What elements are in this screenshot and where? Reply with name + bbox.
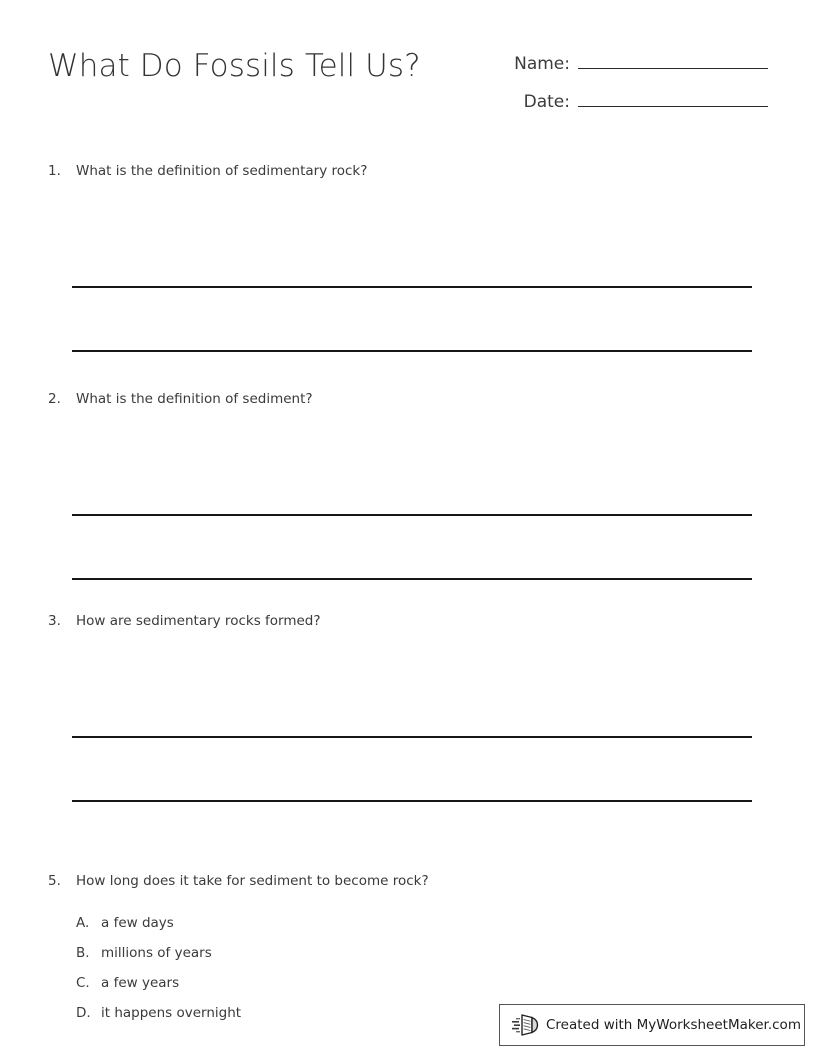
choice-text: millions of years <box>101 945 212 961</box>
choice-text: a few years <box>101 975 180 991</box>
name-input-rule[interactable] <box>578 48 768 69</box>
flying-page-icon <box>512 1013 542 1037</box>
section-gap <box>48 352 768 388</box>
date-field-label: Date: <box>523 92 570 112</box>
question-text: How long does it take for sediment to become rock? <box>76 873 429 889</box>
choice-item-a[interactable] <box>76 912 768 942</box>
choice-item-b[interactable] <box>76 942 768 972</box>
choice-text: a few days <box>101 915 174 931</box>
date-input-rule[interactable] <box>578 86 768 107</box>
answer-line[interactable] <box>72 288 752 352</box>
question-heading <box>48 870 768 892</box>
question-number: 1. <box>48 163 61 179</box>
question-number: 5. <box>48 873 61 889</box>
question-number: 3. <box>48 613 61 629</box>
question-text: How are sedimentary rocks formed? <box>76 613 321 629</box>
name-field-row <box>496 48 768 86</box>
section-gap <box>48 802 768 870</box>
question-item <box>48 610 768 802</box>
choice-text: it happens overnight <box>101 1005 242 1021</box>
choice-letter: D. <box>76 1005 91 1021</box>
question-heading <box>48 610 768 632</box>
questions-list <box>48 160 768 1032</box>
question-text: What is the definition of sediment? <box>76 391 313 407</box>
choice-item-c[interactable] <box>76 972 768 1002</box>
name-field-label: Name: <box>514 54 570 74</box>
badge-label: Created with MyWorksheetMaker.com <box>546 1017 801 1033</box>
question-heading <box>48 160 768 182</box>
question-heading <box>48 388 768 410</box>
date-field-row <box>496 86 768 124</box>
answer-line[interactable] <box>72 516 752 580</box>
question-item <box>48 160 768 352</box>
answer-line[interactable] <box>72 452 752 516</box>
created-with-badge[interactable] <box>499 1004 805 1046</box>
choice-letter: C. <box>76 975 90 991</box>
answer-line[interactable] <box>72 738 752 802</box>
choice-letter: A. <box>76 915 90 931</box>
section-gap <box>48 580 768 610</box>
question-gap <box>48 632 768 674</box>
worksheet-header <box>48 44 768 124</box>
answer-lines-group <box>72 674 752 802</box>
name-date-block <box>496 48 768 124</box>
question-text: What is the definition of sedimentary rock? <box>76 163 368 179</box>
answer-lines-group <box>72 224 752 352</box>
page-title: What Do Fossils Tell Us? <box>48 48 421 84</box>
answer-line[interactable] <box>72 224 752 288</box>
question-number: 2. <box>48 391 61 407</box>
question-item <box>48 388 768 580</box>
choice-letter: B. <box>76 945 90 961</box>
answer-line[interactable] <box>72 674 752 738</box>
answer-lines-group <box>72 452 752 580</box>
question-gap <box>48 410 768 452</box>
question-gap <box>48 182 768 224</box>
